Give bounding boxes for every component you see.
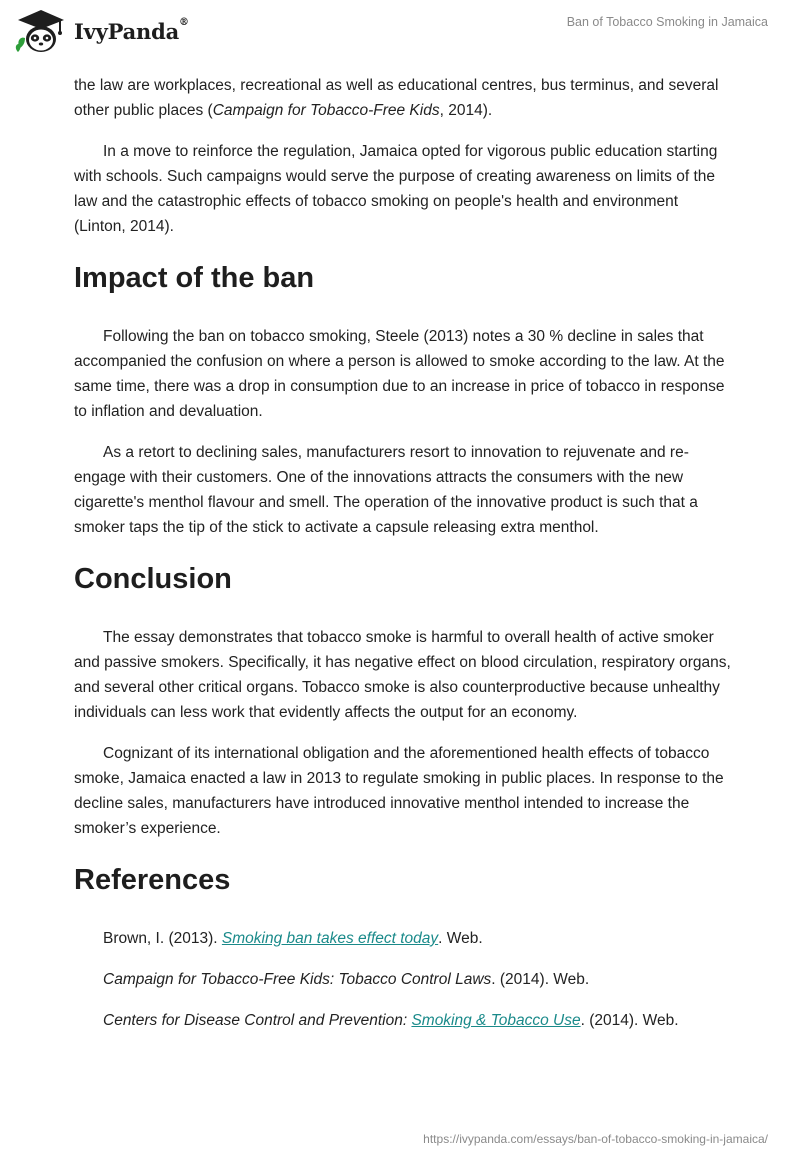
heading-impact: Impact of the ban	[74, 262, 315, 294]
paragraph-conclusion-health: The essay demonstrates that tobacco smoke is harmful to overall health of active smoker and passive smokers. Specifically, it has negative effect on blood circulation, respiratory organs, and several other critical organs. Tobacco smoke is also counterproductive because unhealthy individuals can less work that evidently affects the output for an economy.	[74, 629, 731, 721]
footer-url[interactable]: https://ivypanda.com/essays/ban-of-tobacco-smoking-in-jamaica/	[423, 1132, 768, 1146]
essay-content	[74, 70, 734, 1049]
paragraph-impact-innovation: As a retort to declining sales, manufacturers resort to innovation to rejuvenate and re-engage with their customers. One of the innovations attracts the consumers with the new cigarette's menthol flavour and smell. The operation of the innovative product is such that a smoker taps the tip of the stick to activate a capsule releasing extra menthol.	[74, 444, 698, 536]
logo[interactable]	[14, 8, 189, 54]
document-title: Ban of Tobacco Smoking in Jamaica	[566, 15, 768, 29]
panda-logo-icon	[14, 8, 68, 54]
reference-link[interactable]: Smoking & Tobacco Use	[411, 1012, 581, 1029]
paragraph-conclusion-law: Cognizant of its international obligation and the aforementioned health effects of tobacco smoke, Jamaica enacted a law in 2013 to regulate smoking in public places. In response to the decline sales, manufacturers have introduced innovative menthol intended to increase the smoker’s experience.	[74, 745, 724, 837]
registered-mark: ®	[179, 16, 189, 28]
heading-conclusion: Conclusion	[74, 563, 232, 595]
paragraph-public-education: In a move to reinforce the regulation, Jamaica opted for vigorous public education starting with schools. Such campaigns would serve the purpose of creating awareness on limits of the law and the catastrophic effects of tobacco smoking on people's health and environment (Linton, 2014).	[74, 143, 718, 235]
paragraph-continuation: the law are workplaces, recreational as well as educational centres, bus terminus, and several other public places (Campaign for Tobacco-Free Kids, 2014).	[74, 77, 719, 119]
citation: Campaign for Tobacco-Free Kids	[212, 102, 440, 119]
page-header	[0, 0, 800, 70]
heading-references: References	[74, 864, 231, 896]
reference-link[interactable]: Smoking ban takes effect today	[221, 930, 439, 947]
reference-item: Campaign for Tobacco-Free Kids: Tobacco Control Laws. (2014). Web.	[103, 971, 590, 988]
reference-item: Brown, I. (2013). Smoking ban takes effect today. Web.	[103, 930, 483, 947]
reference-item: Centers for Disease Control and Prevention: Smoking & Tobacco Use. (2014). Web.	[103, 1012, 679, 1029]
paragraph-impact-sales: Following the ban on tobacco smoking, Steele (2013) notes a 30 % decline in sales that accompanied the confusion on where a person is allowed to smoke according to the law. At the same time, there was a drop in consumption due to an increase in price of tobacco in response to inflation and devaluation.	[74, 328, 725, 420]
logo-text: IvyPanda®	[74, 16, 189, 44]
